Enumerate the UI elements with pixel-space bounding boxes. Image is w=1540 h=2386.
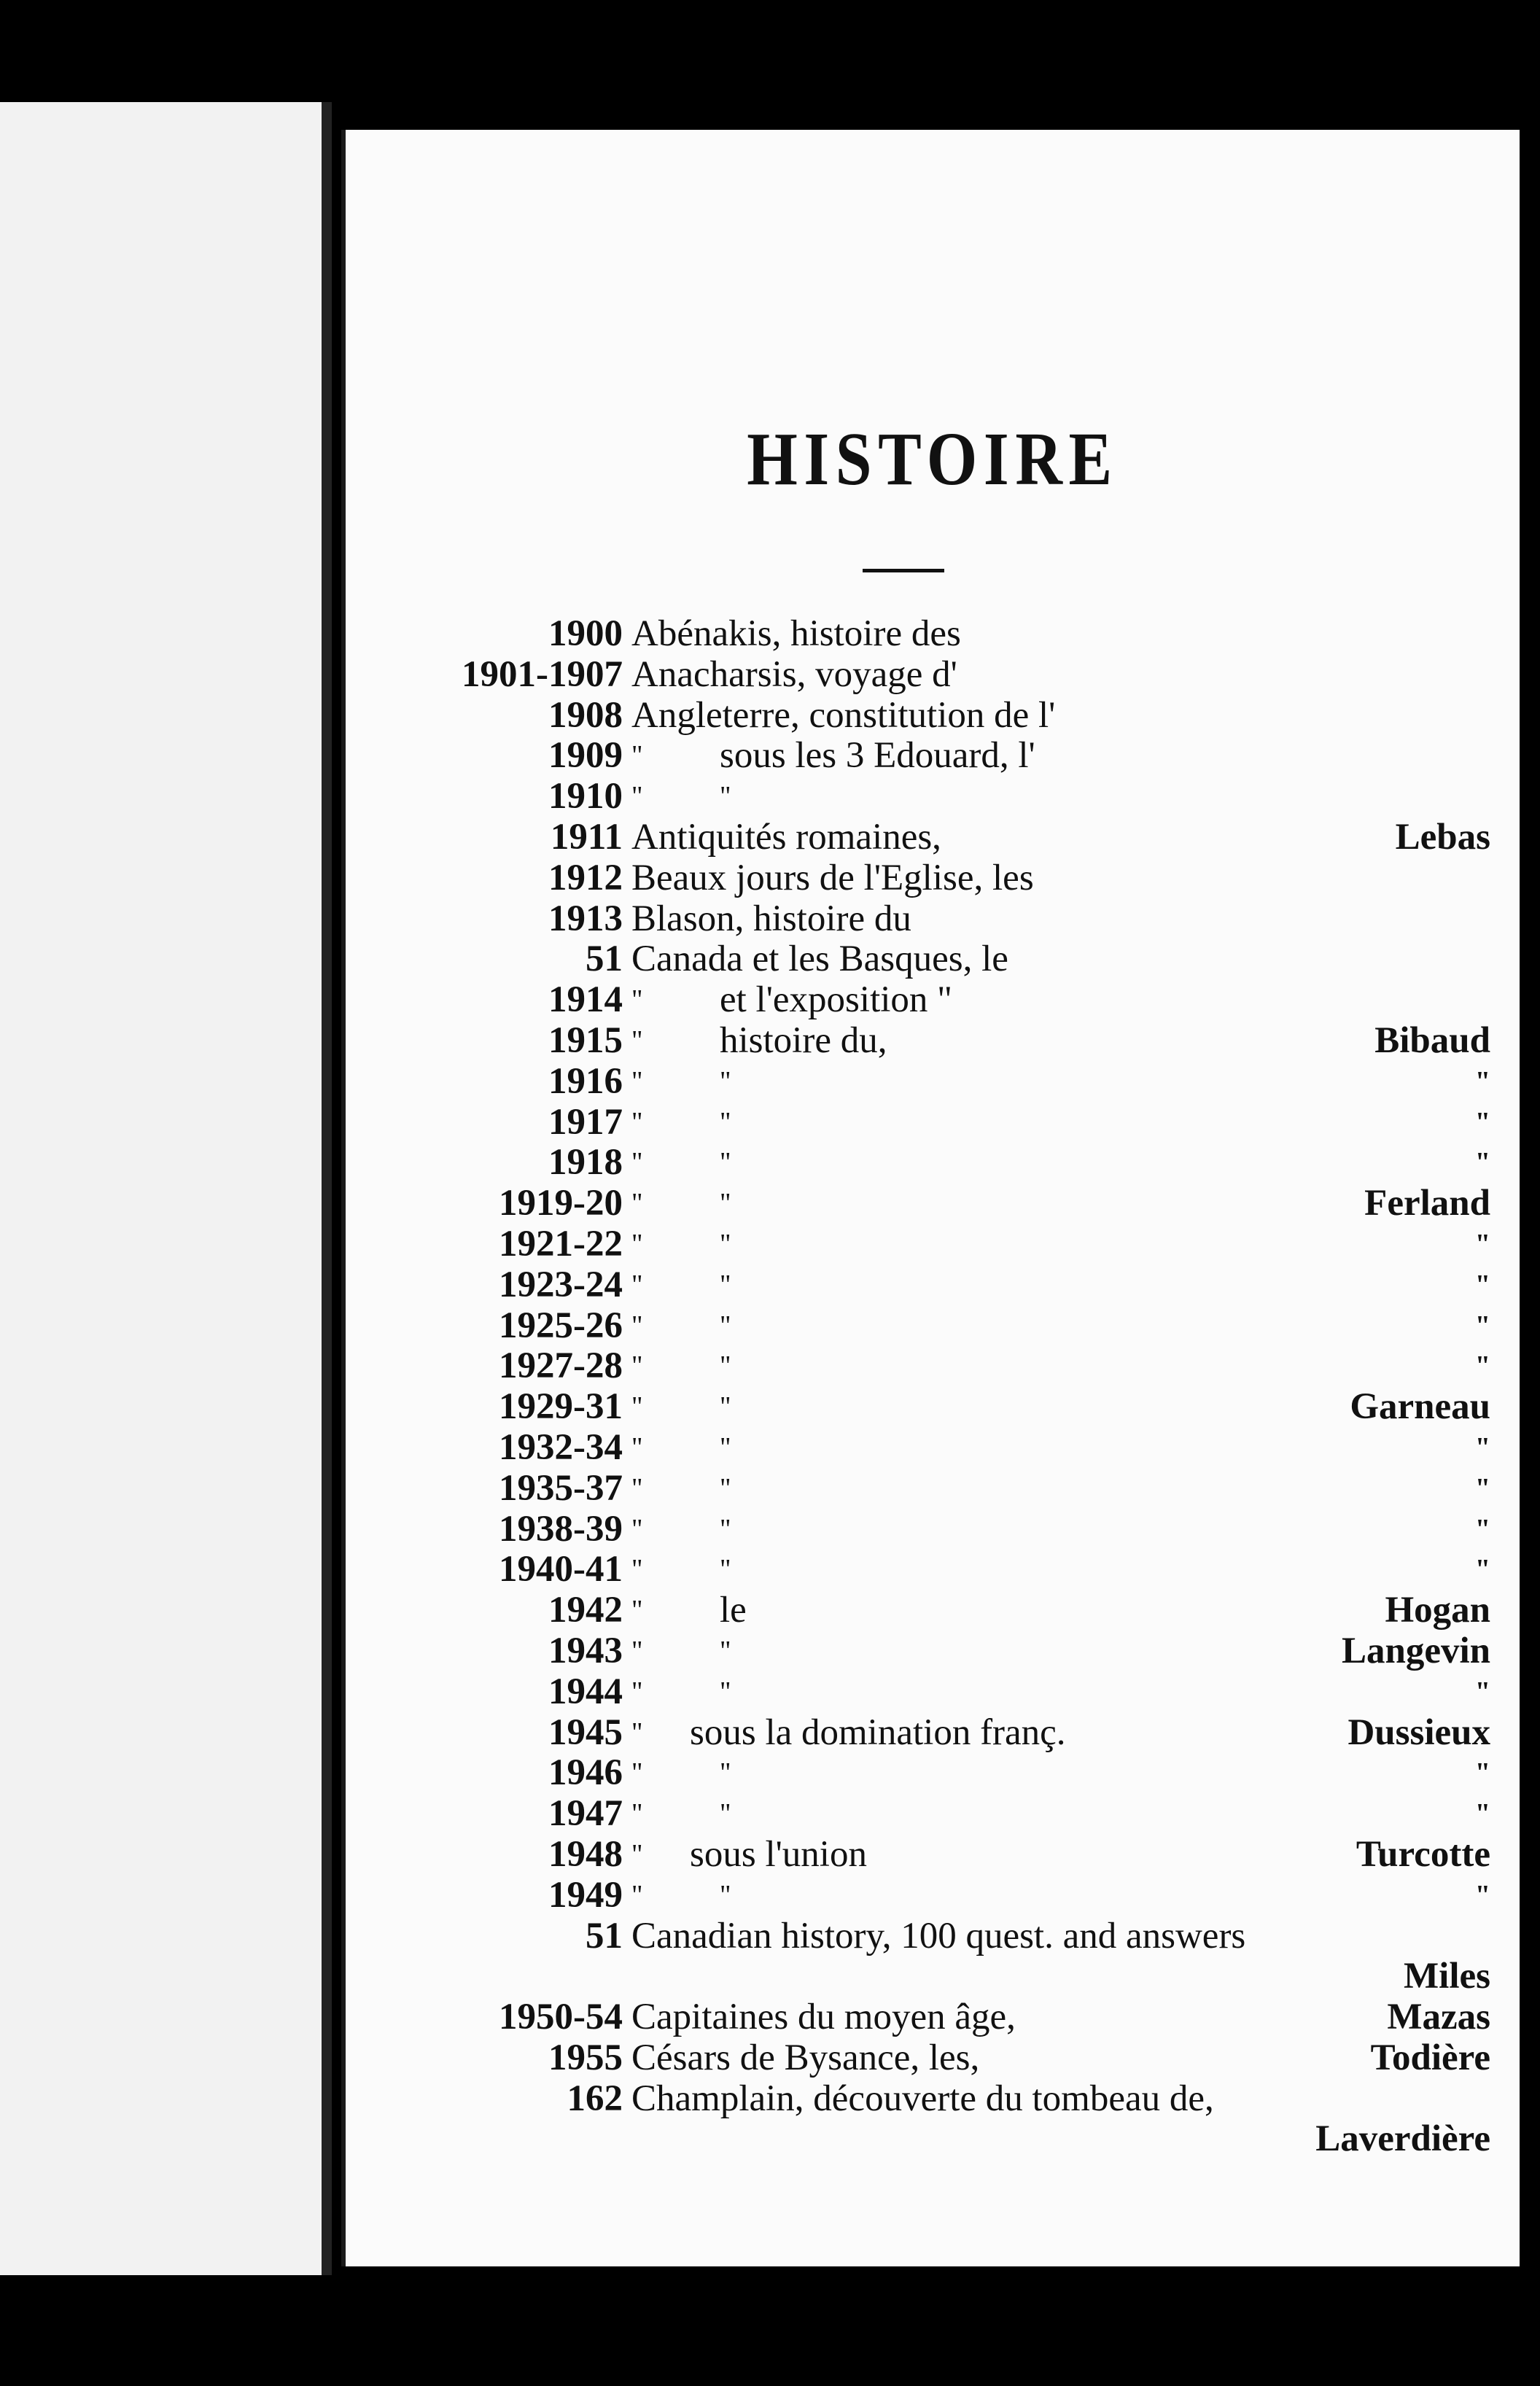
right-page — [341, 130, 1520, 2266]
entry-subtitle: " — [720, 1513, 731, 1544]
entry-title: " — [631, 1147, 643, 1178]
list-item — [346, 1387, 1520, 1428]
entry-author: " — [1474, 1228, 1490, 1259]
entry-list — [346, 614, 1520, 2160]
entry-author: " — [1474, 1757, 1490, 1789]
entry-number: 1911 — [550, 816, 623, 858]
entry-author: " — [1474, 1269, 1490, 1300]
list-item — [346, 858, 1520, 899]
entry-subtitle: sous les 3 Edouard, l' — [720, 735, 1035, 777]
entry-author: Laverdière — [1315, 2118, 1490, 2160]
entry-number: 1923-24 — [499, 1264, 623, 1305]
entry-title: " — [631, 984, 643, 1016]
entry-subtitle: " — [720, 1554, 731, 1585]
entry-number: 1901-1907 — [462, 653, 623, 695]
entry-author: Miles — [1404, 1956, 1490, 1997]
list-item — [346, 939, 1520, 980]
entry-number: 1945 — [548, 1711, 623, 1753]
entry-author: " — [1474, 1065, 1490, 1097]
entry-subtitle: " — [720, 1147, 731, 1178]
entry-subtitle: " — [720, 1879, 731, 1911]
entry-title: Abénakis, histoire des — [631, 613, 961, 654]
entry-subtitle: " — [720, 1188, 731, 1219]
list-item — [346, 1143, 1520, 1184]
list-item — [346, 1103, 1520, 1143]
entry-author: " — [1474, 1554, 1490, 1585]
list-item — [346, 1753, 1520, 1794]
entry-subtitle: histoire du, — [720, 1019, 887, 1061]
entry-number: 1948 — [548, 1833, 623, 1875]
entry-title: " — [631, 1391, 643, 1423]
entry-number: 1925-26 — [499, 1305, 623, 1346]
entry-number: 1917 — [548, 1101, 623, 1143]
entry-subtitle: " — [720, 1391, 731, 1423]
entry-title: " — [631, 1717, 643, 1748]
entry-title: " — [631, 1635, 643, 1666]
title-rule — [863, 569, 944, 572]
entry-author: Dussieux — [1348, 1711, 1490, 1753]
entry-author: Mazas — [1387, 1997, 1490, 2038]
entry-number: 1949 — [548, 1874, 623, 1916]
entry-subtitle: " — [720, 781, 731, 812]
entry-subtitle: " — [720, 1757, 731, 1789]
entry-title: " — [631, 1106, 643, 1138]
list-item — [346, 1224, 1520, 1265]
entry-number: 1909 — [548, 735, 623, 777]
entry-title: Blason, histoire du — [631, 898, 911, 939]
entry-number: 1938-39 — [499, 1508, 623, 1550]
list-item — [346, 1713, 1520, 1754]
entry-number: 1947 — [548, 1793, 623, 1835]
entry-title: " — [631, 1351, 643, 1382]
entry-number: 1913 — [548, 898, 623, 939]
entry-number: 1921-22 — [499, 1223, 623, 1264]
entry-author: " — [1474, 1798, 1490, 1830]
entry-title: Canadian history, 100 quest. and answers — [631, 1915, 1246, 1956]
entry-subtitle: " — [720, 1472, 731, 1504]
entry-title: " — [631, 1595, 643, 1626]
entry-number: 1929-31 — [499, 1386, 623, 1428]
entry-subtitle: " — [720, 1228, 731, 1259]
list-item — [346, 1672, 1520, 1713]
page-title: HISTOIRE — [747, 417, 1119, 501]
entry-author: Ferland — [1364, 1183, 1490, 1224]
entry-title: Antiquités romaines, — [631, 816, 941, 858]
entry-number: 1914 — [548, 979, 623, 1021]
list-item — [346, 2079, 1520, 2120]
entry-title: " — [631, 1513, 643, 1544]
entry-title: " — [631, 1676, 643, 1707]
entry-author: " — [1474, 1351, 1490, 1382]
list-item — [346, 736, 1520, 777]
entry-number: 1915 — [548, 1019, 623, 1061]
entry-number: 1940-41 — [499, 1549, 623, 1590]
entry-number: 1918 — [548, 1142, 623, 1184]
list-item — [346, 1794, 1520, 1835]
list-item — [346, 614, 1520, 655]
list-item — [346, 1265, 1520, 1306]
list-item — [346, 1956, 1520, 1997]
entry-subtitle: " — [720, 1676, 731, 1707]
list-item — [346, 1916, 1520, 1957]
entry-title: Champlain, découverte du tombeau de, — [631, 2078, 1214, 2119]
entry-title: " — [631, 1554, 643, 1585]
entry-number: 162 — [567, 2078, 623, 2119]
list-item — [346, 1184, 1520, 1224]
entry-subtitle: " — [720, 1431, 731, 1463]
list-item — [346, 696, 1520, 737]
entry-author: Bibaud — [1374, 1019, 1490, 1061]
entry-number: 1943 — [548, 1630, 623, 1671]
entry-author: Todière — [1370, 2037, 1490, 2078]
entry-title: Capitaines du moyen âge, — [631, 1997, 1016, 2038]
left-page — [0, 102, 332, 2275]
entry-title: " — [631, 1879, 643, 1911]
entry-number: 1927-28 — [499, 1345, 623, 1387]
entry-number: 1919-20 — [499, 1183, 623, 1224]
entry-title: " — [631, 1798, 643, 1830]
list-item — [346, 1306, 1520, 1347]
list-item — [346, 1631, 1520, 1672]
entry-subtitle: sous la domination franç. — [690, 1711, 1066, 1753]
entry-author: Langevin — [1341, 1630, 1490, 1671]
entry-title: Anacharsis, voyage d' — [631, 653, 957, 695]
entry-subtitle: " — [720, 1310, 731, 1341]
entry-title: " — [631, 740, 643, 772]
entry-author: Turcotte — [1356, 1833, 1490, 1875]
entry-number: 1942 — [548, 1590, 623, 1631]
entry-number: 51 — [586, 1915, 623, 1956]
entry-number: 1910 — [548, 776, 623, 817]
list-item — [346, 2119, 1520, 2160]
entry-author: " — [1474, 1513, 1490, 1544]
entry-title: " — [631, 1310, 643, 1341]
list-item — [346, 899, 1520, 940]
entry-subtitle: " — [720, 1065, 731, 1097]
entry-title: " — [631, 1228, 643, 1259]
list-item — [346, 1469, 1520, 1509]
entry-author: Garneau — [1350, 1386, 1490, 1428]
list-item — [346, 1997, 1520, 2038]
list-item — [346, 777, 1520, 817]
entry-author: " — [1474, 1147, 1490, 1178]
list-item — [346, 1550, 1520, 1590]
entry-author: " — [1474, 1431, 1490, 1463]
entry-title: " — [631, 1431, 643, 1463]
list-item — [346, 1509, 1520, 1550]
list-item — [346, 1590, 1520, 1631]
entry-subtitle: " — [720, 1106, 731, 1138]
entry-number: 1950-54 — [499, 1997, 623, 2038]
list-item — [346, 655, 1520, 696]
entry-subtitle: " — [720, 1798, 731, 1830]
entry-subtitle: " — [720, 1269, 731, 1300]
entry-title: Canada et les Basques, le — [631, 939, 1008, 980]
list-item — [346, 1346, 1520, 1387]
entry-subtitle: sous l'union — [690, 1833, 867, 1875]
entry-number: 1916 — [548, 1060, 623, 1102]
list-item — [346, 817, 1520, 858]
entry-author: " — [1474, 1310, 1490, 1341]
entry-number: 1946 — [548, 1752, 623, 1794]
entry-author: " — [1474, 1472, 1490, 1504]
list-item — [346, 980, 1520, 1021]
list-item — [346, 1021, 1520, 1062]
entry-number: 1900 — [548, 613, 623, 654]
entry-author: Hogan — [1385, 1590, 1490, 1631]
entry-number: 1955 — [548, 2037, 623, 2078]
entry-number: 1912 — [548, 857, 623, 898]
entry-number: 51 — [586, 939, 623, 980]
list-item — [346, 1835, 1520, 1876]
entry-author: " — [1474, 1676, 1490, 1707]
entry-title: Angleterre, constitution de l' — [631, 694, 1056, 736]
entry-number: 1935-37 — [499, 1467, 623, 1509]
entry-author: " — [1474, 1879, 1490, 1911]
entry-title: " — [631, 1838, 643, 1870]
entry-title: Césars de Bysance, les, — [631, 2037, 980, 2078]
list-item — [346, 2038, 1520, 2079]
list-item — [346, 1062, 1520, 1103]
entry-number: 1908 — [548, 694, 623, 736]
entry-title: " — [631, 1757, 643, 1789]
entry-title: " — [631, 1188, 643, 1219]
entry-title: " — [631, 781, 643, 812]
list-item — [346, 1428, 1520, 1469]
entry-number: 1932-34 — [499, 1426, 623, 1468]
entry-title: " — [631, 1065, 643, 1097]
entry-title: " — [631, 1269, 643, 1300]
entry-subtitle: le — [720, 1590, 747, 1631]
entry-author: Lebas — [1395, 816, 1490, 858]
list-item — [346, 1876, 1520, 1916]
entry-number: 1944 — [548, 1671, 623, 1712]
entry-title: " — [631, 1025, 643, 1056]
entry-subtitle: et l'exposition " — [720, 979, 952, 1021]
entry-title: Beaux jours de l'Eglise, les — [631, 857, 1034, 898]
entry-subtitle: " — [720, 1351, 731, 1382]
entry-subtitle: " — [720, 1635, 731, 1666]
entry-title: " — [631, 1472, 643, 1504]
entry-author: " — [1474, 1106, 1490, 1138]
